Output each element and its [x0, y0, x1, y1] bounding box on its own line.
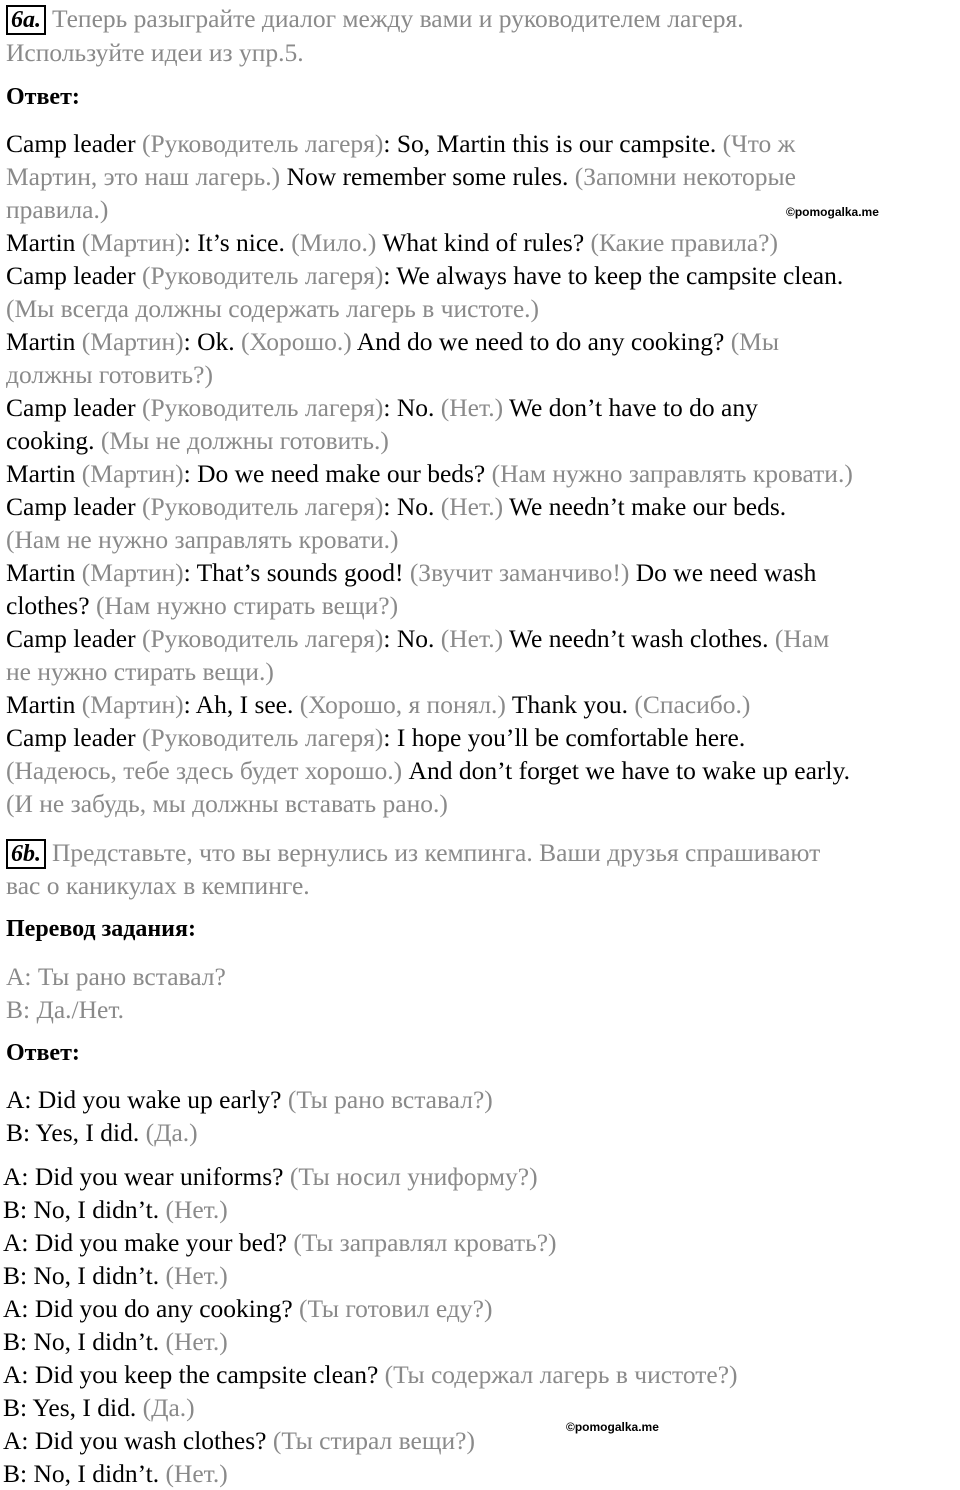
translation-text: (Мартин): [81, 558, 184, 587]
dialogue-line: [6, 589, 398, 622]
translation-text: (Что ж: [722, 129, 796, 158]
dialogue-line: [6, 787, 448, 820]
dialogue-line: [3, 1358, 738, 1391]
dialogue-line: [6, 193, 108, 226]
watermark-2: ©pomogalka.me: [566, 1420, 659, 1434]
translation-text: (Руководитель лагеря): [141, 261, 384, 290]
dialogue-line: [6, 1116, 198, 1149]
translation-text: (Мы: [730, 327, 779, 356]
translation-text: (Запомни некоторые: [574, 162, 796, 191]
translation-text: (Мартин): [81, 459, 184, 488]
translation-text: (Спасибо.): [634, 690, 751, 719]
task-6b-instruction-line1: [6, 836, 820, 869]
translation-text: (Нет.): [165, 1261, 228, 1290]
dialogue-line: [3, 1160, 538, 1193]
translation-text: (Мартин): [81, 228, 184, 257]
translation-text: (Нет.): [440, 393, 509, 422]
translation-text: (Руководитель лагеря): [141, 624, 384, 653]
dialogue-text: B: No, I didn’t.: [3, 1261, 166, 1290]
dialogue-text: B: Yes, I did.: [6, 1118, 146, 1147]
dialogue-text: A: Did you wash clothes?: [3, 1426, 273, 1455]
dialogue-line: [6, 127, 795, 160]
dialogue-text: Camp leader: [6, 393, 142, 422]
dialogue-text: A: Did you keep the campsite clean?: [3, 1360, 385, 1389]
translation-text: не нужно стирать вещи.): [6, 657, 274, 686]
translation-text: (Надеюсь, тебе здесь будет хорошо.): [6, 756, 409, 785]
dialogue-text: A: Did you do any cooking?: [3, 1294, 300, 1323]
translation-text: (Руководитель лагеря): [141, 723, 384, 752]
dialogue-line: [6, 688, 750, 721]
dialogue-text: : I hope you’ll be comfortable here.: [383, 723, 746, 752]
watermark-1: ©pomogalka.me: [786, 205, 879, 219]
dialogue-line: [3, 1292, 492, 1325]
dialogue-text: : No.: [383, 393, 441, 422]
translation-text: (Нам: [774, 624, 830, 653]
translation-text: (Мартин): [81, 327, 184, 356]
translation-label: Перевод задания:: [6, 916, 196, 942]
translation-text: (Нет.): [165, 1327, 228, 1356]
translation-text: Мартин, это наш лагерь.): [6, 162, 287, 191]
translation-text: (Ты готовил еду?): [299, 1294, 493, 1323]
translation-text: (Мы не должны готовить.): [100, 426, 389, 455]
translation-text: (Нет.): [440, 624, 509, 653]
task-6a-instruction-text: Теперь разыграйте диалог между вами и руководителем лагеря.: [52, 4, 744, 33]
dialogue-text: We needn’t make our beds.: [508, 492, 787, 521]
translation-text: (Хорошо.): [240, 327, 357, 356]
dialogue-text: : Do we need make our beds?: [183, 459, 492, 488]
translation-text: (Ты содержал лагерь в чистоте?): [384, 1360, 738, 1389]
dialogue-line: [3, 1325, 228, 1358]
dialogue-text: B: No, I didn’t.: [3, 1327, 166, 1356]
dialogue-text: clothes?: [6, 591, 96, 620]
task-6b-instruction-line2: вас о каникулах в кемпинге.: [6, 871, 310, 900]
dialogue-line: [6, 391, 758, 424]
dialogue-text: B: No, I didn’t.: [3, 1459, 166, 1488]
translation-text: (Нам нужно стирать вещи?): [95, 591, 399, 620]
dialogue-line: [3, 1193, 228, 1226]
dialogue-text: What kind of rules?: [382, 228, 591, 257]
dialogue-text: We needn’t wash clothes.: [508, 624, 775, 653]
answer-label-2: Ответ:: [6, 1040, 80, 1066]
dialogue-line: [6, 358, 213, 391]
dialogue-text: A: Did you wake up early?: [6, 1085, 288, 1114]
dialogue-line: [6, 556, 816, 589]
translation-text: (Мартин): [81, 690, 184, 719]
translation-text: (Руководитель лагеря): [141, 129, 384, 158]
dialogue-text: Camp leader: [6, 492, 142, 521]
task-6a-number: 6a.: [6, 5, 46, 35]
dialogue-line: [6, 1083, 493, 1116]
translation-text: (Нет.): [440, 492, 509, 521]
dialogue-line: [6, 457, 853, 490]
dialogue-text: cooking.: [6, 426, 101, 455]
translation-text: (Руководитель лагеря): [141, 393, 384, 422]
dialogue-text: We don’t have to do any: [508, 393, 758, 422]
dialogue-line: [6, 754, 850, 787]
dialogue-text: A: Did you make your bed?: [3, 1228, 294, 1257]
dialogue-text: Martin: [6, 459, 82, 488]
translation-text: должны готовить?): [6, 360, 213, 389]
dialogue-text: : That’s sounds good!: [183, 558, 410, 587]
dialogue-line: [6, 160, 796, 193]
translation-text: (Какие правила?): [590, 228, 778, 257]
dialogue-text: : No.: [383, 492, 441, 521]
translation-text: (Мило.): [291, 228, 383, 257]
dialogue-line: [6, 292, 539, 325]
dialogue-text: : So, Martin this is our campsite.: [383, 129, 723, 158]
dialogue-line: [6, 259, 843, 292]
dialogue-text: : No.: [383, 624, 441, 653]
dialogue-line: [3, 1226, 557, 1259]
dialogue-line: [6, 721, 745, 754]
translation-text: (Нет.): [165, 1459, 228, 1488]
dialogue-line: [3, 1457, 228, 1490]
dialogue-text: Camp leader: [6, 261, 142, 290]
dialogue-text: Martin: [6, 228, 82, 257]
translation-text: (Да.): [145, 1118, 198, 1147]
dialogue-text: Thank you.: [511, 690, 635, 719]
translation-text: (Ты заправлял кровать?): [293, 1228, 557, 1257]
translation-text: (Да.): [142, 1393, 195, 1422]
dialogue-line: [6, 490, 786, 523]
translation-text: (Ты стирал вещи?): [272, 1426, 475, 1455]
translation-text: правила.): [6, 195, 109, 224]
dialogue-text: : Ah, I see.: [183, 690, 300, 719]
answer-label-1: Ответ:: [6, 84, 80, 110]
dialogue-text: Camp leader: [6, 723, 142, 752]
dialogue-text: And do we need to do any cooking?: [356, 327, 731, 356]
translation-text: (Нам не нужно заправлять кровати.): [6, 525, 399, 554]
task-6b-instruction-text: Представьте, что вы вернулись из кемпинга. Ваши друзья спрашивают: [52, 838, 821, 867]
dialogue-text: : It’s nice.: [183, 228, 292, 257]
task-6b-number: 6b.: [6, 839, 46, 869]
dialogue-line: [3, 1424, 475, 1457]
translation-line-1: A: Ты рано вставал?: [6, 962, 226, 991]
dialogue-line: [6, 226, 778, 259]
dialogue-line: [3, 1391, 195, 1424]
translation-text: (Ты носил униформу?): [289, 1162, 538, 1191]
dialogue-text: And don’t forget we have to wake up early.: [408, 756, 850, 785]
dialogue-text: : We always have to keep the campsite clean.: [383, 261, 844, 290]
dialogue-line: [6, 655, 274, 688]
translation-line-2: B: Да./Нет.: [6, 995, 124, 1024]
dialogue-line: [6, 424, 389, 457]
dialogue-line: [3, 1259, 228, 1292]
dialogue-text: Martin: [6, 690, 82, 719]
task-6a-instruction-line1: [6, 2, 744, 35]
dialogue-text: B: Yes, I did.: [3, 1393, 143, 1422]
dialogue-text: A: Did you wear uniforms?: [3, 1162, 290, 1191]
translation-text: (Звучит заманчиво!): [409, 558, 636, 587]
dialogue-text: Now remember some rules.: [286, 162, 575, 191]
translation-text: (Хорошо, я понял.): [299, 690, 512, 719]
translation-text: (Мы всегда должны содержать лагерь в чистоте.): [6, 294, 540, 323]
translation-text: (Нам нужно заправлять кровати.): [491, 459, 853, 488]
dialogue-text: : Ok.: [183, 327, 241, 356]
dialogue-text: B: No, I didn’t.: [3, 1195, 166, 1224]
translation-text: (Нет.): [165, 1195, 228, 1224]
dialogue-text: Camp leader: [6, 624, 142, 653]
dialogue-text: Camp leader: [6, 129, 142, 158]
dialogue-text: Do we need wash: [635, 558, 817, 587]
dialogue-text: Martin: [6, 558, 82, 587]
task-6a-instruction-line2: Используйте идеи из упр.5.: [6, 38, 304, 67]
translation-text: (И не забудь, мы должны вставать рано.): [6, 789, 448, 818]
translation-text: (Руководитель лагеря): [141, 492, 384, 521]
dialogue-line: [6, 325, 779, 358]
dialogue-line: [6, 622, 829, 655]
translation-text: (Ты рано вставал?): [287, 1085, 493, 1114]
dialogue-text: Martin: [6, 327, 82, 356]
dialogue-line: [6, 523, 399, 556]
